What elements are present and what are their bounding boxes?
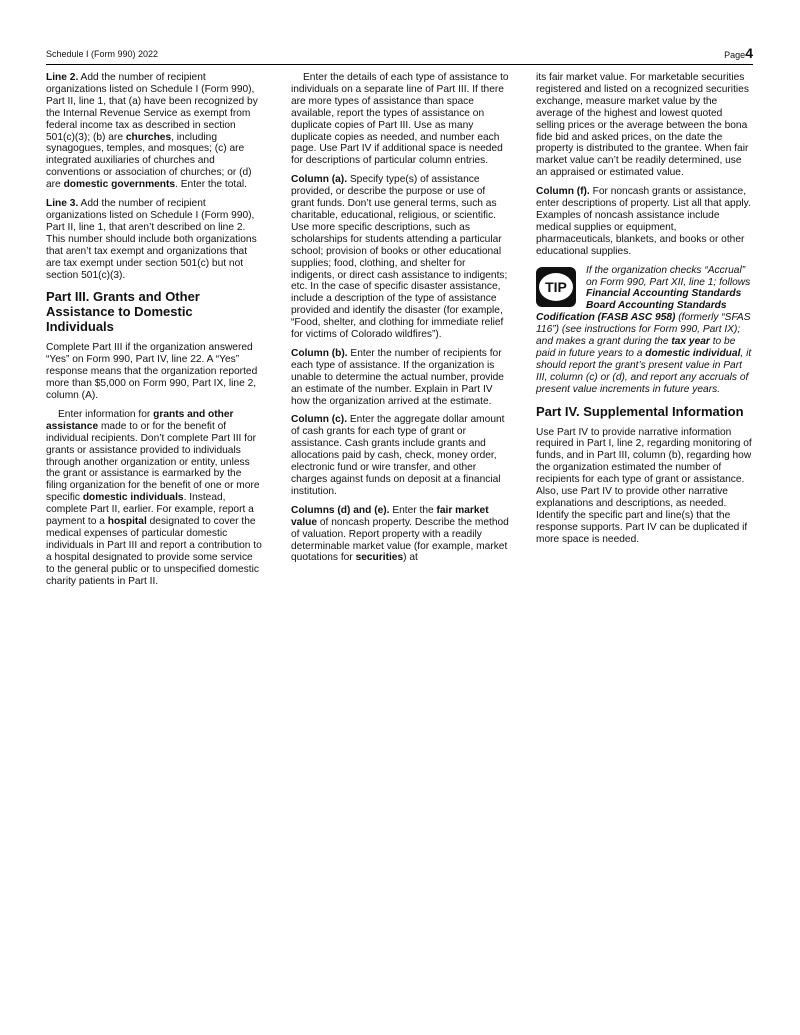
bold-term: tax year <box>671 336 710 348</box>
text: , it should report the grant’s present value in Part III, column (c) or (d), and report any accruals of present value increments in future years. <box>536 347 752 395</box>
text: If the organization checks “Accrual” on Form 990, Part XII, line 1; follows <box>586 264 751 288</box>
line-2-label: Line 2. <box>46 72 79 83</box>
text: For noncash grants or assistance, enter descriptions of property. List all that apply. Examples of noncash assistance include medical supplies or equipment, pharmaceuticals, blankets, and books or other educational supplies. <box>536 186 751 257</box>
bold-term: Financial Accounting Standards Board Accounting Standards Codification (FASB ASC 958) <box>536 288 742 324</box>
text: Enter the aggregate dollar amount of cash grants for each type of grant or assistance. Cash grants include grants and allocations paid by cash, check, money order, electronic fund or wire transfer, and other charges against funds on deposit at a financial institution. <box>291 414 505 497</box>
text: . Instead, complete Part II, earlier. For example, report a payment to a <box>46 492 254 528</box>
form-title: Schedule I (Form 990) 2022 <box>46 49 159 59</box>
text: designated to cover the medical expenses of particular domestic individuals in Part III and report a contribution to a hospital designated to provide some service to the general public or to unspecified domestic charity patients in Part II. <box>46 516 262 587</box>
page-number: 4 <box>745 45 753 61</box>
text: ) at <box>403 552 418 564</box>
bold-term: domestic governments <box>63 179 176 191</box>
column-c-paragraph <box>291 414 509 497</box>
column-3 <box>536 72 754 553</box>
text: Enter the number of recipients for each type of assistance. If the organization is unable to determine the actual number, provide an estimate of the number. Explain in Part IV how the organization arrived at the estimate. <box>291 347 504 407</box>
column-a-paragraph <box>291 174 509 341</box>
column-b-label: Column (b). <box>291 347 348 359</box>
column-a-label: Column (a). <box>291 174 348 186</box>
part-4-paragraph: Use Part IV to provide narrative information required in Part I, line 2, regarding monitoring of funds, and in Part III, column (b), regarding how the organization estimated the number of recipients for each type of grant or assistance. Also, use Part IV to provide other narrative explanations and descriptions, as needed. Identify the specific part and line(s) that the response supports. Part IV can be duplicated if more space is needed. <box>536 426 752 545</box>
text: of noncash property. Describe the method of valuation. Report property with a readily determinable market value (for example, market quotations for <box>291 516 509 564</box>
bold-term: domestic individuals <box>82 492 184 504</box>
column-f-label: Column (f). <box>536 186 590 198</box>
tip-icon <box>536 267 576 307</box>
text: . Enter the total. <box>175 179 248 191</box>
part-3-paragraph-1: Complete Part III if the organization answered “Yes” on Form 990, Part IV, line 22. A “Yes” response means that the organization reported more than $5,000 on Form 990, Part IX, line 2, column (A). <box>46 342 258 402</box>
column-2 <box>291 72 509 571</box>
bold-term: fair market value <box>291 504 489 528</box>
part-3-paragraph-2 <box>46 409 264 588</box>
column-f-paragraph <box>536 186 754 257</box>
part-3-heading: Part III. Grants and Other Assistance to Domestic Individuals <box>46 289 200 335</box>
bold-term: securities <box>355 552 404 564</box>
column-de-paragraph <box>291 505 509 565</box>
text: , including synagogues, temples, and mosques; (c) are integrated auxiliaries of churches and conventions or association of churches; or (d) are <box>46 131 252 191</box>
fair-market-value-paragraph: its fair market value. For marketable securities registered and listed on a recognized securities exchange, measure market value by the average of the highest and lowest quoted selling prices or the average between the bona fide bid and asked prices, on the date the property is distributed to the grantee. When fair market value can’t be readily determined, use an appraised or estimated value. <box>536 72 749 179</box>
text: Specify type(s) of assistance provided, or describe the purpose or use of grant funds. Don’t use general terms, such as charitable, educational, religious, or scientific. Use more specific descriptions, such as scholarships for students attending a particular school; provision of books or other educational supplies; food, clothing, and shelter for indigents, or direct cash assistance to indigents; etc. In the case of specific disaster assistance, include a description of the type of assistance provided and identify the disaster (for example, “Food, shelter, and clothing for immediate relief for victims of Colorado wildfires”). <box>291 174 508 341</box>
column-1 <box>46 72 264 595</box>
column-b-paragraph <box>291 348 509 408</box>
bold-term: churches <box>125 131 172 143</box>
column-c-label: Column (c). <box>291 414 348 426</box>
tip-box <box>536 265 754 396</box>
line-3-label: Line 3. <box>46 198 79 210</box>
text: Enter information for <box>58 408 154 420</box>
bold-term: hospital <box>107 516 147 528</box>
page-label: Page <box>724 50 746 60</box>
bold-term: domestic individual <box>645 347 741 359</box>
line-3-paragraph <box>46 198 264 281</box>
tip-icon-label: TIP <box>539 273 573 301</box>
text: made to or for the benefit of individual recipients. Don’t complete Part III for grants or assistance provided to individuals through another organization or entity, unless the grant or assistance is earmarked by the filing organization for the benefit of one or more specific <box>46 420 260 504</box>
line-2-paragraph <box>46 72 264 191</box>
text: Add the number of recipient organizations listed on Schedule I (Form 990), Part II, line 1, that aren’t described on line 2. This number should include both organizations that aren’t tax exempt and organizations that are tax exempt under section 501(c) but not section 501(c)(3). <box>46 198 257 281</box>
details-paragraph: Enter the details of each type of assistance to individuals on a separate line of Part III. If there are more types of assistance than space available, report the types of assistance on duplicate copies of Part III. Use as many duplicate copies as needed, and number each page. Use Part IV if additional space is needed for descriptions of particular column entries. <box>291 72 509 167</box>
text: Enter the <box>389 504 437 516</box>
column-de-label: Columns (d) and (e). <box>291 504 390 516</box>
page-header <box>46 44 753 65</box>
bold-term: grants and other assistance <box>46 408 234 432</box>
part-4-heading: Part IV. Supplemental Information <box>536 403 744 419</box>
page-number-label <box>724 45 753 61</box>
text: to be paid in future years to a <box>536 336 736 359</box>
text: Add the number of recipient organizations listed on Schedule I (Form 990), Part II, line 1, that (a) have been recognized by the Internal Revenue Service as exempt from federal income tax as described in section 501(c)(3); (b) are <box>46 72 258 143</box>
text: (formerly “SFAS 116”) (see instructions for Form 990, Part IX); and makes a grant during the <box>536 312 751 348</box>
